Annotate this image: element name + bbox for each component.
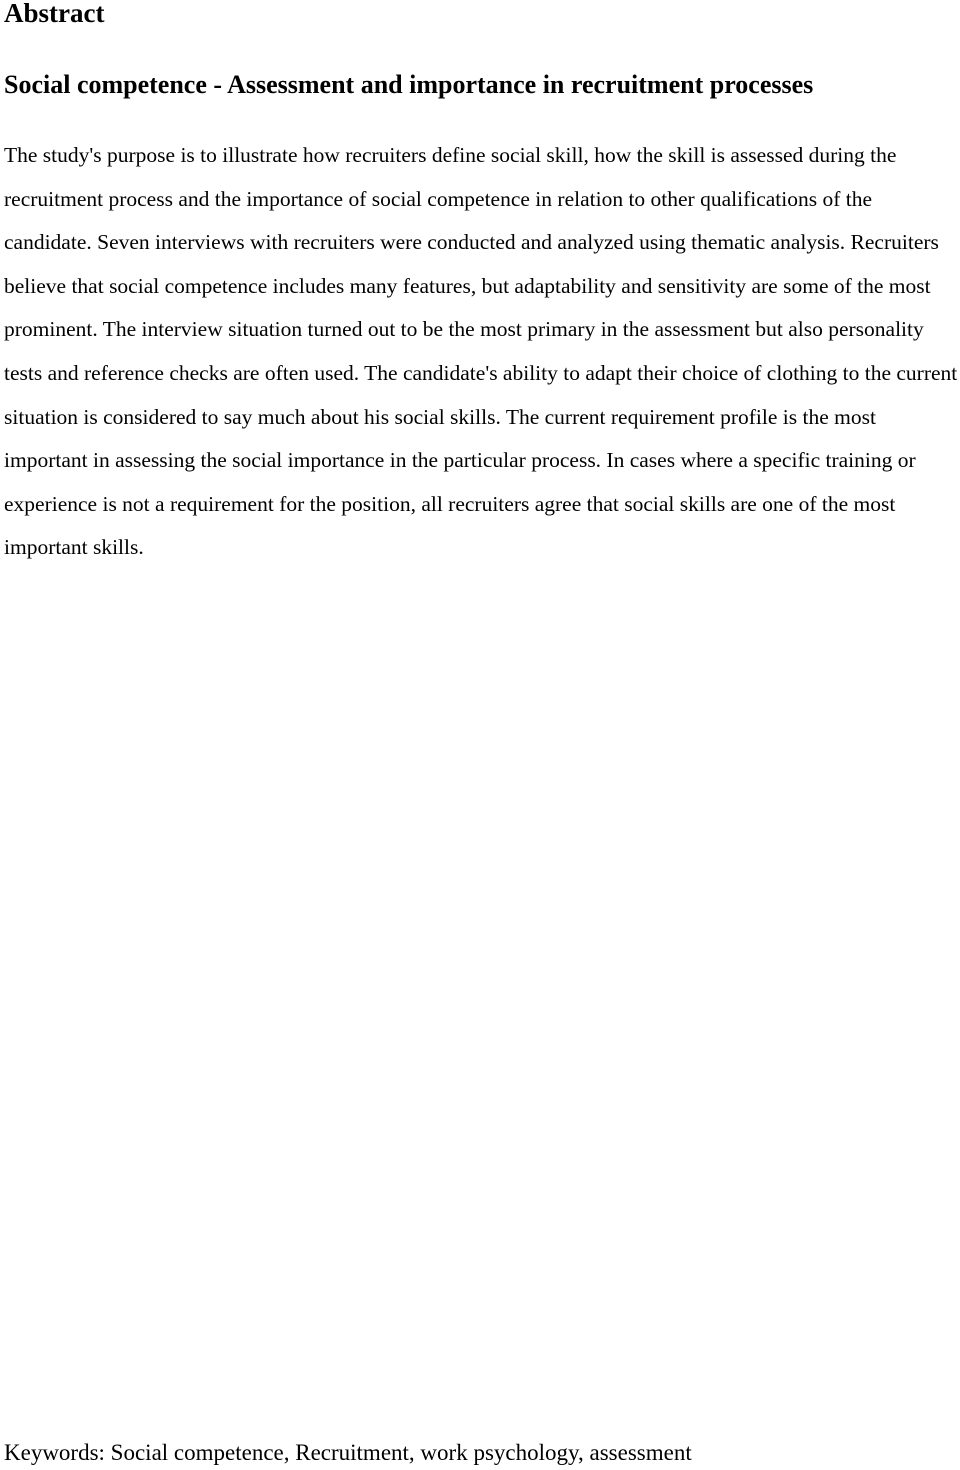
abstract-paragraph: The study's purpose is to illustrate how recruiters define social skill, how the skill is assessed during the recruitment process and the importance of social competence in relation to other qualifications of the candidate. Seven interviews with recruiters were conducted and analyzed using thematic analysis. Recruiters believe that social competence includes many features, but adaptability and sensitivity are some of the most prominent. The interview situation turned out to be the most primary in the assessment but also personality tests and reference checks are often used. The candidate's ability to adapt their choice of clothing to the current situation is considered to say much about his social skills. The current requirement profile is the most important in assessing the social importance in the particular process. In cases where a specific training or experience is not a requirement for the position, all recruiters agree that social skills are one of the most important skills. [4,143,958,560]
section-heading: Abstract [4,0,105,28]
keywords-line: Keywords: Social competence, Recruitment, work psychology, assessment [4,1440,692,1465]
paper-title: Social competence - Assessment and importance in recruitment processes [4,70,814,99]
